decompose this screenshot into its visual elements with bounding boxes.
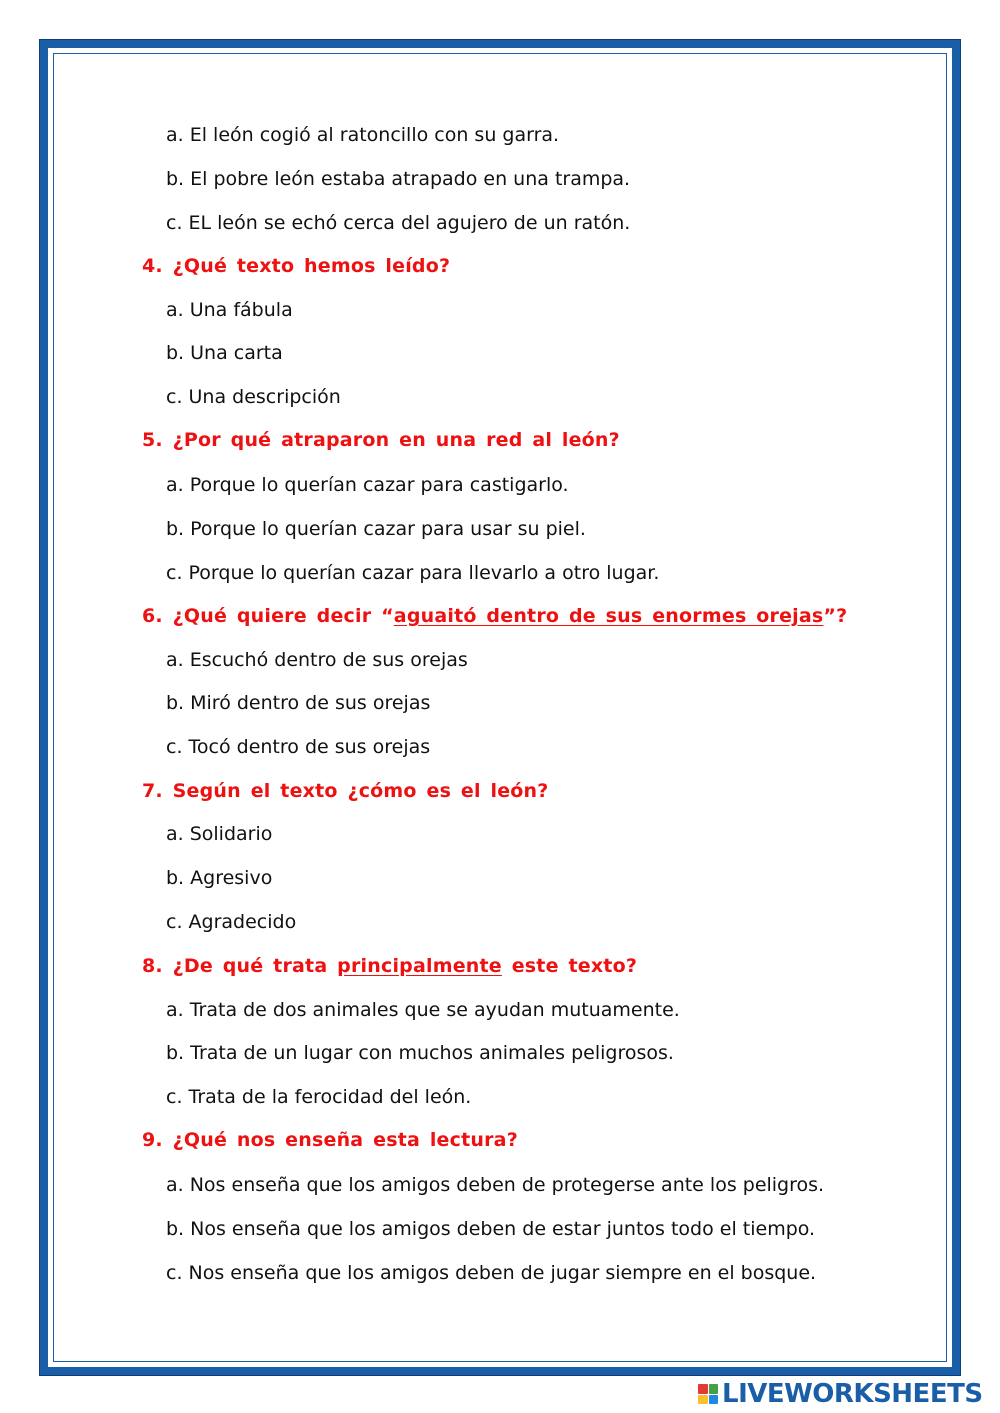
q9-option-a[interactable]: a. Nos enseña que los amigos deben de protegerse ante los peligros. (166, 1174, 825, 1196)
q8-option-a[interactable]: a. Trata de dos animales que se ayudan mutuamente. (166, 999, 680, 1021)
q3-option-b[interactable]: b. El pobre león estaba atrapado en una trampa. (166, 168, 631, 190)
q9-option-b[interactable]: b. Nos enseña que los amigos deben de estar juntos todo el tiempo. (166, 1218, 816, 1240)
liveworksheets-logo (698, 1380, 983, 1408)
q6-option-a[interactable]: a. Escuchó dentro de sus orejas (166, 649, 468, 671)
q8-title-keyword: principalmente (337, 955, 502, 977)
q4-option-a[interactable]: a. Una fábula (166, 299, 293, 321)
q6-title (142, 604, 847, 628)
q5-option-c[interactable]: c. Porque lo querían cazar para llevarlo a otro lugar. (166, 562, 660, 584)
q3-option-c[interactable]: c. EL león se echó cerca del agujero de un ratón. (166, 212, 631, 234)
logo-square-yellow (698, 1395, 708, 1405)
q6-option-c[interactable]: c. Tocó dentro de sus orejas (166, 736, 431, 758)
q6-option-b[interactable]: b. Miró dentro de sus orejas (166, 692, 431, 714)
q7-option-c[interactable]: c. Agradecido (166, 911, 297, 933)
q8-title-suffix: este texto? (501, 955, 638, 977)
q8-title-prefix: 8. ¿De qué trata (142, 955, 338, 977)
logo-square-blue (709, 1395, 719, 1405)
q6-title-phrase: aguaitó dentro de sus enormes orejas (393, 605, 824, 627)
q8-option-b[interactable]: b. Trata de un lugar con muchos animales peligrosos. (166, 1042, 674, 1064)
q5-option-a[interactable]: a. Porque lo querían cazar para castigarlo. (166, 474, 569, 496)
q9-title: 9. ¿Qué nos enseña esta lectura? (142, 1129, 518, 1151)
q8-title (142, 954, 637, 978)
logo-square-red (698, 1384, 708, 1394)
q6-title-prefix: 6. ¿Qué quiere decir “ (142, 605, 394, 627)
q8-option-c[interactable]: c. Trata de la ferocidad del león. (166, 1086, 472, 1108)
q9-option-c[interactable]: c. Nos enseña que los amigos deben de jugar siempre en el bosque. (166, 1262, 817, 1284)
q4-option-c[interactable]: c. Una descripción (166, 386, 341, 408)
q7-option-b[interactable]: b. Agresivo (166, 867, 273, 889)
q7-option-a[interactable]: a. Solidario (166, 823, 273, 845)
logo-squares-icon (698, 1384, 718, 1404)
logo-square-green (709, 1384, 719, 1394)
brand-name: LIVEWORKSHEETS (722, 1379, 983, 1409)
q4-option-b[interactable]: b. Una carta (166, 342, 283, 364)
q5-option-b[interactable]: b. Porque lo querían cazar para usar su piel. (166, 518, 586, 540)
q3-option-a[interactable]: a. El león cogió al ratoncillo con su garra. (166, 124, 560, 146)
q7-title: 7. Según el texto ¿cómo es el león? (142, 780, 549, 802)
q4-title: 4. ¿Qué texto hemos leído? (142, 255, 451, 277)
q5-title: 5. ¿Por qué atraparon en una red al león? (142, 429, 620, 451)
q6-title-suffix: ”? (823, 605, 848, 627)
